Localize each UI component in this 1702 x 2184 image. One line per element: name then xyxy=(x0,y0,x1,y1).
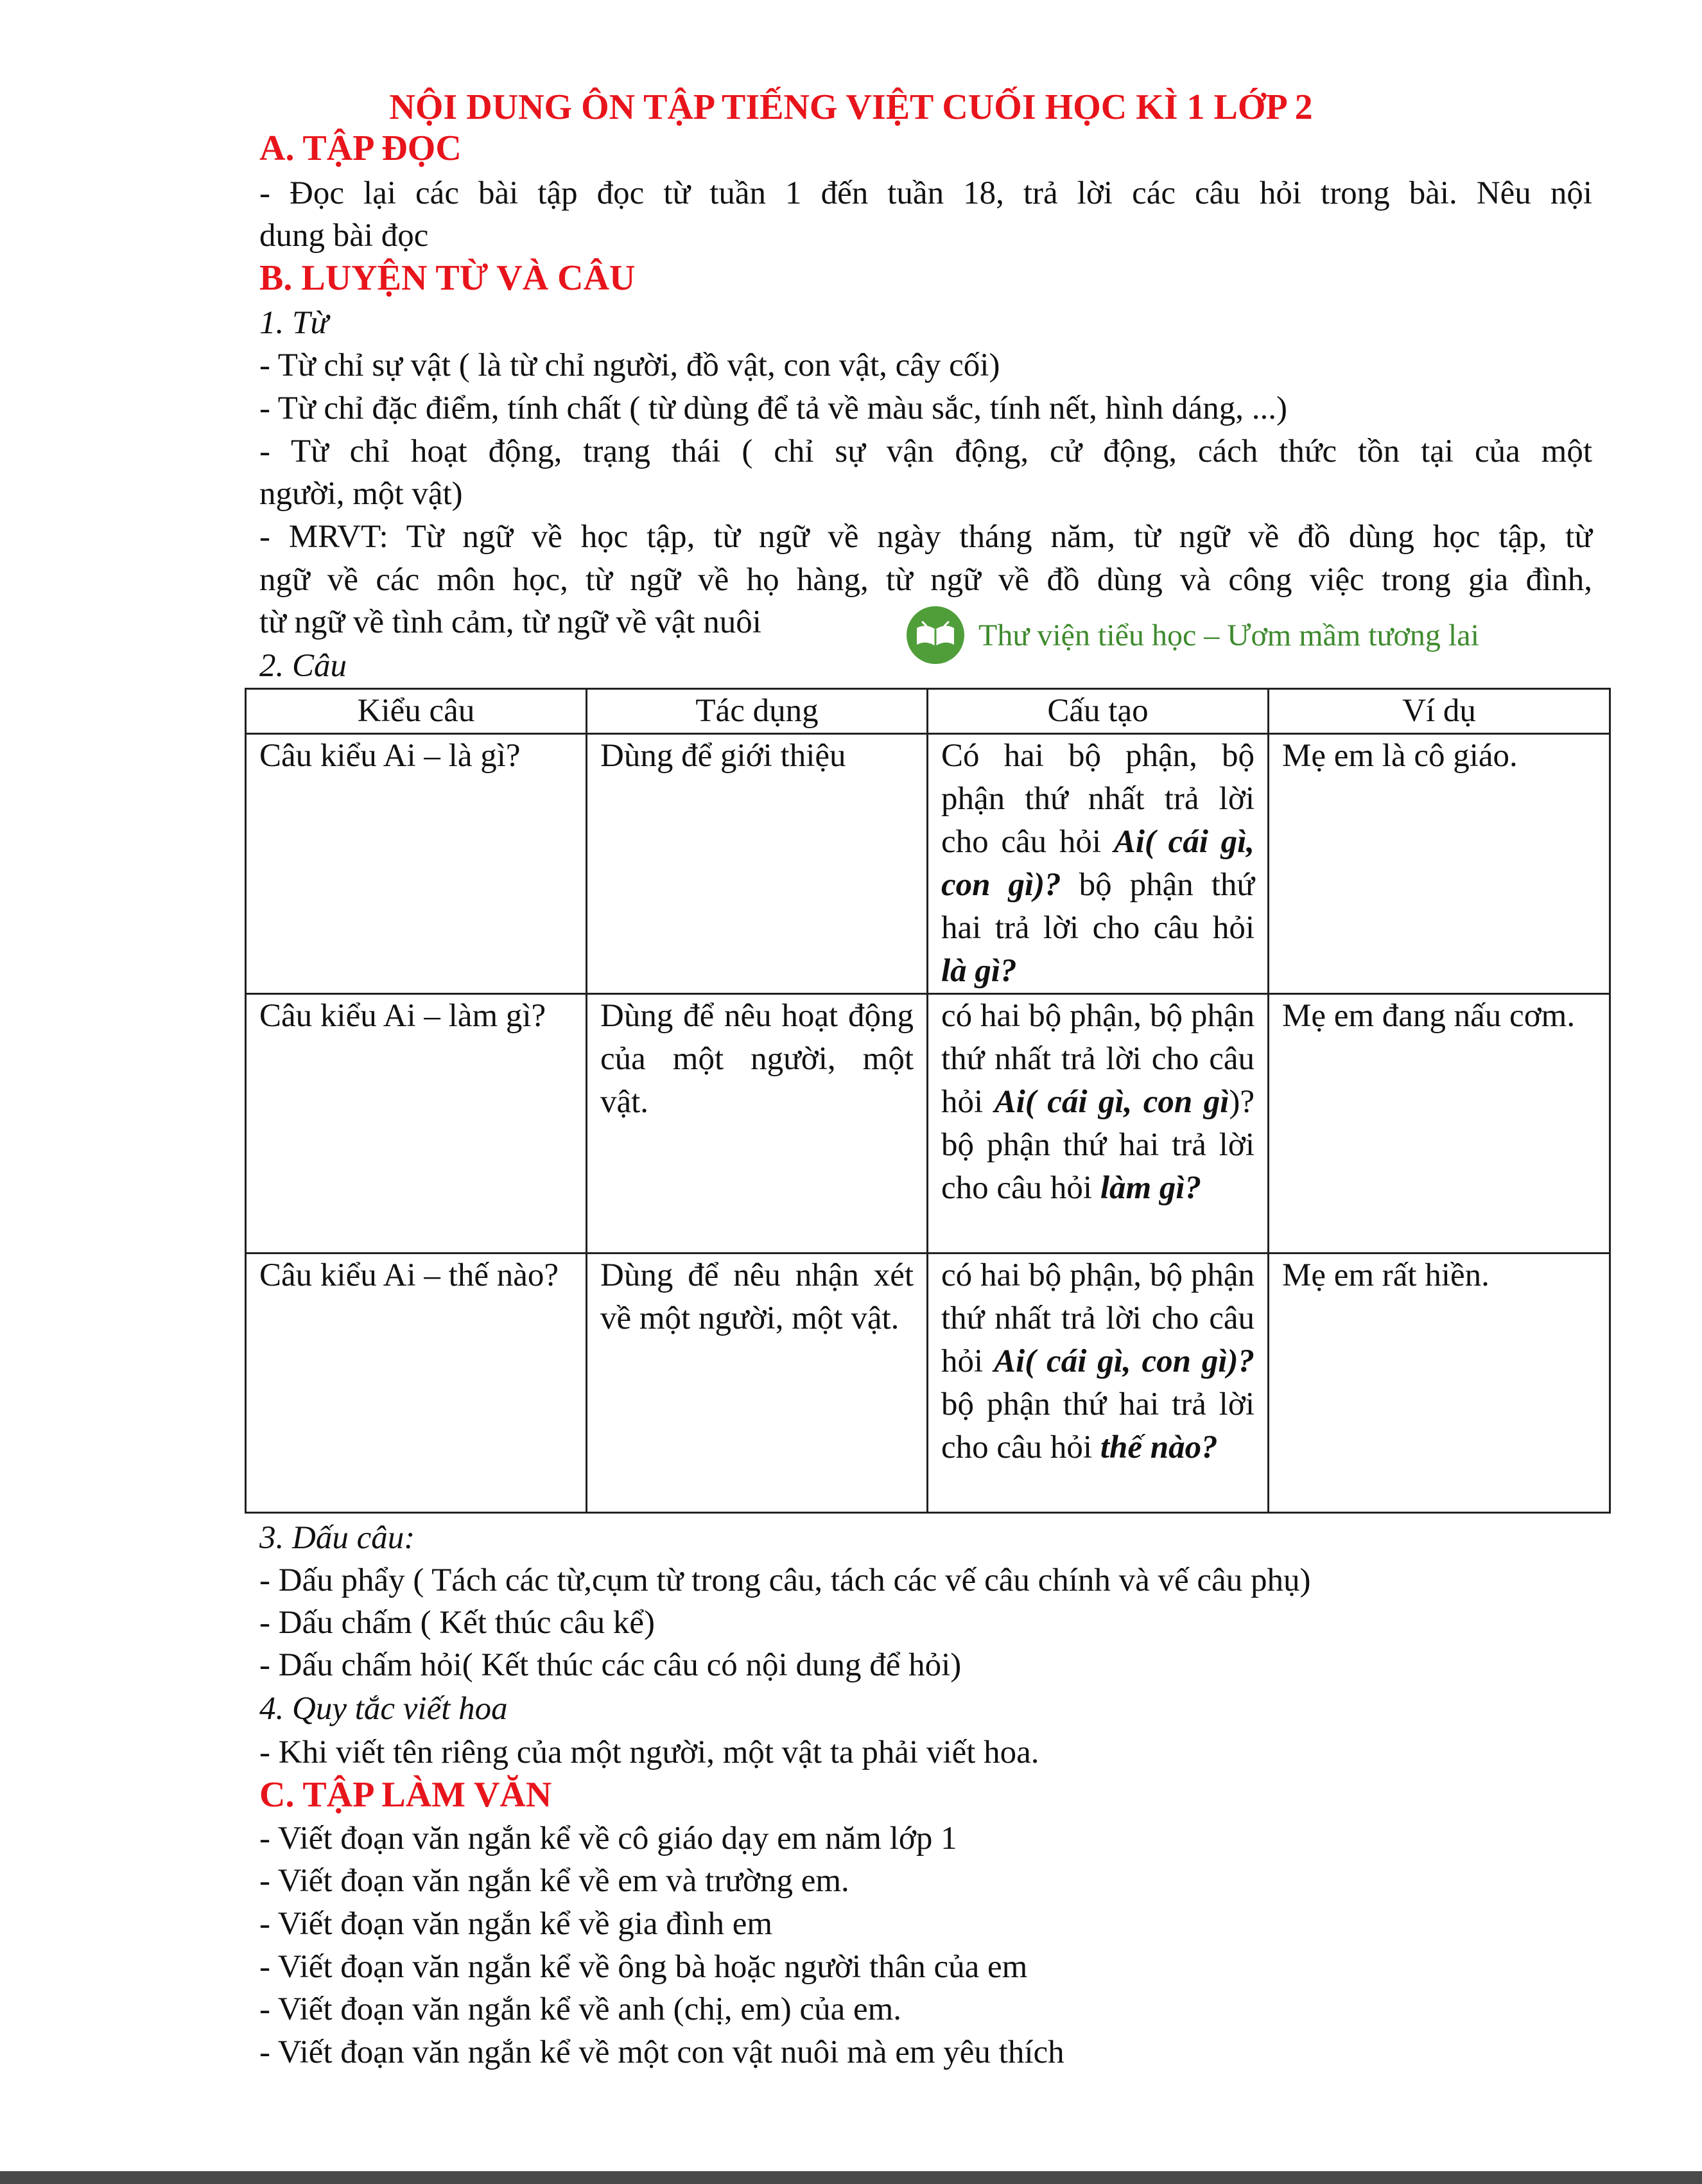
word-line-4b: ngữ về các môn học, từ ngữ về họ hàng, từ ngữ về đồ dùng và công việc trong gia đình, xyxy=(259,562,1592,598)
list-item: - Viết đoạn văn ngắn kể về gia đình em xyxy=(259,1906,773,1942)
word-line-1: - Từ chỉ sự vật ( là từ chỉ người, đồ vật, con vật, cây cối) xyxy=(259,347,1000,383)
watermark-text: Thư viện tiểu học – Ươm mầm tương lai xyxy=(978,618,1479,652)
punct-line-3: - Dấu chấm hỏi( Kết thúc các câu có nội dung để hỏi) xyxy=(259,1647,962,1683)
table-row xyxy=(246,994,1610,1254)
punct-line-2: - Dấu chấm ( Kết thúc câu kể) xyxy=(259,1605,655,1641)
list-item: - Viết đoạn văn ngắn kể về em và trường em. xyxy=(259,1863,849,1899)
cell-type: Câu kiểu Ai – làm gì? xyxy=(246,994,587,1254)
subheading-dau-cau: 3. Dấu câu: xyxy=(259,1520,415,1556)
list-item: - Viết đoạn văn ngắn kể về cô giáo dạy em năm lớp 1 xyxy=(259,1821,957,1856)
cell-structure: có hai bộ phận, bộ phận thứ nhất trả lời cho câu hỏi Ai( cái gì, con gì)? bộ phận thứ hai trả lời cho câu hỏi làm gì? xyxy=(928,994,1269,1254)
word-line-2: - Từ chỉ đặc điểm, tính chất ( từ dùng để tả về màu sắc, tính nết, hình dáng, ...) xyxy=(259,390,1287,426)
cell-example: Mẹ em rất hiền. xyxy=(1269,1254,1610,1513)
punct-line-1: - Dấu phẩy ( Tách các từ,cụm từ trong câu, tách các vế câu chính và vế câu phụ) xyxy=(259,1562,1311,1598)
page-bottom-border xyxy=(0,2171,1702,2184)
table-row xyxy=(246,1254,1610,1513)
cell-type: Câu kiểu Ai – thế nào? xyxy=(246,1254,587,1513)
header-vi-du: Ví dụ xyxy=(1269,689,1610,734)
section-a-line-1: - Đọc lại các bài tập đọc từ tuần 1 đến tuần 18, trả lời các câu hỏi trong bài. Nêu nội xyxy=(259,175,1592,211)
subheading-tu: 1. Từ xyxy=(259,305,329,341)
subheading-viet-hoa: 4. Quy tắc viết hoa xyxy=(259,1691,508,1727)
header-cau-tao: Cấu tạo xyxy=(928,689,1269,734)
section-c-heading: C. TẬP LÀM VĂN xyxy=(259,1775,552,1815)
subheading-cau: 2. Câu xyxy=(259,648,347,684)
page-title: NỘI DUNG ÔN TẬP TIẾNG VIỆT CUỐI HỌC KÌ 1 LỚP 2 xyxy=(389,87,1313,127)
word-line-3b: người, một vật) xyxy=(259,476,463,512)
header-kieu-cau: Kiểu câu xyxy=(246,689,587,734)
cell-example: Mẹ em đang nấu cơm. xyxy=(1269,994,1610,1254)
cell-structure: có hai bộ phận, bộ phận thứ nhất trả lời cho câu hỏi Ai( cái gì, con gì)? bộ phận thứ hai trả lời cho câu hỏi thế nào? xyxy=(928,1254,1269,1513)
cell-use: Dùng để giới thiệu xyxy=(587,734,928,994)
cell-use: Dùng để nêu hoạt động của một người, một vật. xyxy=(587,994,928,1254)
list-item: - Viết đoạn văn ngắn kể về một con vật nuôi mà em yêu thích xyxy=(259,2034,1064,2070)
capital-rule: - Khi viết tên riêng của một người, một vật ta phải viết hoa. xyxy=(259,1734,1039,1770)
header-tac-dung: Tác dụng xyxy=(587,689,928,734)
table-header-row xyxy=(246,689,1610,734)
cell-example: Mẹ em là cô giáo. xyxy=(1269,734,1610,994)
table-row xyxy=(246,734,1610,994)
section-a-line-2: dung bài đọc xyxy=(259,218,429,254)
section-b-heading: B. LUYỆN TỪ VÀ CÂU xyxy=(259,258,636,298)
cell-use: Dùng để nêu nhận xét về một người, một vật. xyxy=(587,1254,928,1513)
cell-type: Câu kiểu Ai – là gì? xyxy=(246,734,587,994)
sentence-table xyxy=(245,688,1611,1514)
word-line-3a: - Từ chỉ hoạt động, trạng thái ( chỉ sự vận động, cử động, cách thức tồn tại của một xyxy=(259,433,1592,469)
word-line-4a: - MRVT: Từ ngữ về học tập, từ ngữ về ngày tháng năm, từ ngữ về đồ dùng học tập, từ xyxy=(259,519,1592,555)
word-line-4c: từ ngữ về tình cảm, từ ngữ về vật nuôi xyxy=(259,604,761,640)
cell-structure: Có hai bộ phận, bộ phận thứ nhất trả lời cho câu hỏi Ai( cái gì, con gì)? bộ phận thứ hai trả lời cho câu hỏi là gì? xyxy=(928,734,1269,994)
list-item: - Viết đoạn văn ngắn kể về anh (chị, em) của em. xyxy=(259,1991,902,2027)
list-item: - Viết đoạn văn ngắn kể về ông bà hoặc người thân của em xyxy=(259,1949,1028,1985)
section-a-heading: A. TẬP ĐỌC xyxy=(259,128,462,168)
